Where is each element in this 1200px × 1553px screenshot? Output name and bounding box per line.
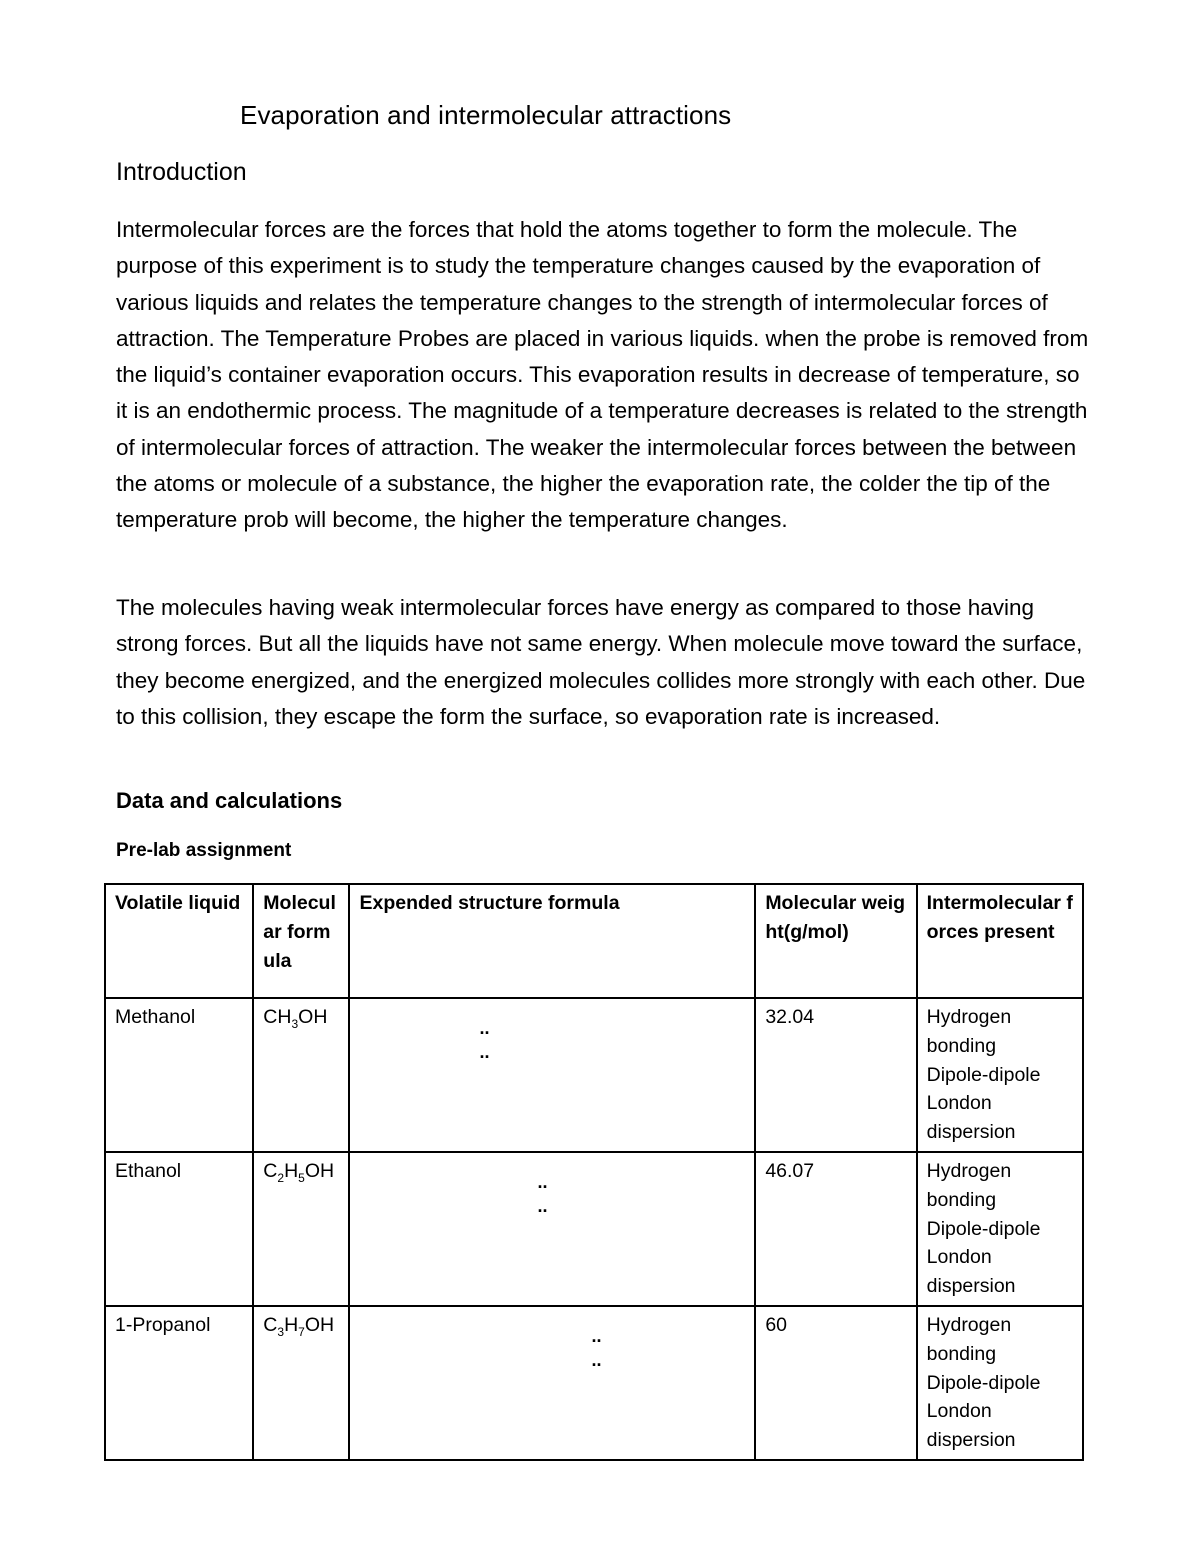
- header-intermolecular-forces: Intermolecular forces present: [917, 884, 1083, 998]
- introduction-heading: Introduction: [116, 158, 247, 186]
- intro-paragraph-2: The molecules having weak intermolecular forces have energy as compared to those having strong forces. But all the liquids have not same energy. When molecule move toward the surface, they become energized, and the energized molecules collides more strongly with each other. Due to this collision, they escape the form the surface, so evaporation rate is increased.: [116, 595, 1086, 729]
- weight-cell: 32.04: [755, 998, 916, 1152]
- header-structure-formula: Expended structure formula: [349, 884, 755, 998]
- structure-cell: [349, 1306, 755, 1460]
- formula-cell: $C_2H_5OH$: [253, 1152, 349, 1306]
- header-molecular-weight: Molecular weight(g/mol): [755, 884, 916, 998]
- prelab-table: [104, 883, 1084, 1461]
- formula-cell: $CH_3OH$: [253, 998, 349, 1152]
- structure-cell: [349, 1152, 755, 1306]
- structure-cell: [349, 998, 755, 1152]
- table-row: [105, 1152, 1083, 1306]
- table-row: [105, 1306, 1083, 1460]
- table-header-row: [105, 884, 1083, 998]
- formula-cell: $C_3H_7OH$: [253, 1306, 349, 1460]
- table-row: [105, 998, 1083, 1152]
- header-volatile-liquid: Volatile liquid: [105, 884, 253, 998]
- page-title: Evaporation and intermolecular attractions: [240, 100, 732, 130]
- liquid-name-cell: Methanol: [105, 998, 253, 1152]
- liquid-name-cell: 1-Propanol: [105, 1306, 253, 1460]
- weight-cell: 46.07: [755, 1152, 916, 1306]
- lone-pair-dots: .. ..: [591, 1325, 602, 1370]
- data-calculations-heading: Data and calculations: [116, 788, 343, 813]
- liquid-name-cell: Ethanol: [105, 1152, 253, 1306]
- lone-pair-dots: .. ..: [479, 1018, 490, 1062]
- prelab-heading: Pre-lab assignment: [116, 840, 292, 861]
- forces-cell: Hydrogen bonding Dipole-dipole London dispersion: [917, 1152, 1083, 1306]
- intro-paragraph-1: Intermolecular forces are the forces that hold the atoms together to form the molecule. The purpose of this experiment is to study the temperature changes caused by the evaporation of various liquids and relates the temperature changes to the strength of intermolecular forces of attraction. The Temperature Probes are placed in various liquids. when the probe is removed from the liquid’s container evaporation occurs. This evaporation results in decrease of temperature, so it is an endothermic process. The magnitude of a temperature decreases is related to the strength of intermolecular forces of attraction. The weaker the intermolecular forces between the between the atoms or molecule of a substance, the higher the evaporation rate, the colder the tip of the temperature prob will become, the higher the temperature changes.: [116, 217, 1089, 533]
- lone-pair-dots: .. ..: [537, 1171, 548, 1216]
- header-molecular-formula: Molecular formula: [253, 884, 349, 998]
- forces-cell: Hydrogen bonding Dipole-dipole London dispersion: [917, 998, 1083, 1152]
- forces-cell: Hydrogen bonding Dipole-dipole London dispersion: [917, 1306, 1083, 1460]
- weight-cell: 60: [755, 1306, 916, 1460]
